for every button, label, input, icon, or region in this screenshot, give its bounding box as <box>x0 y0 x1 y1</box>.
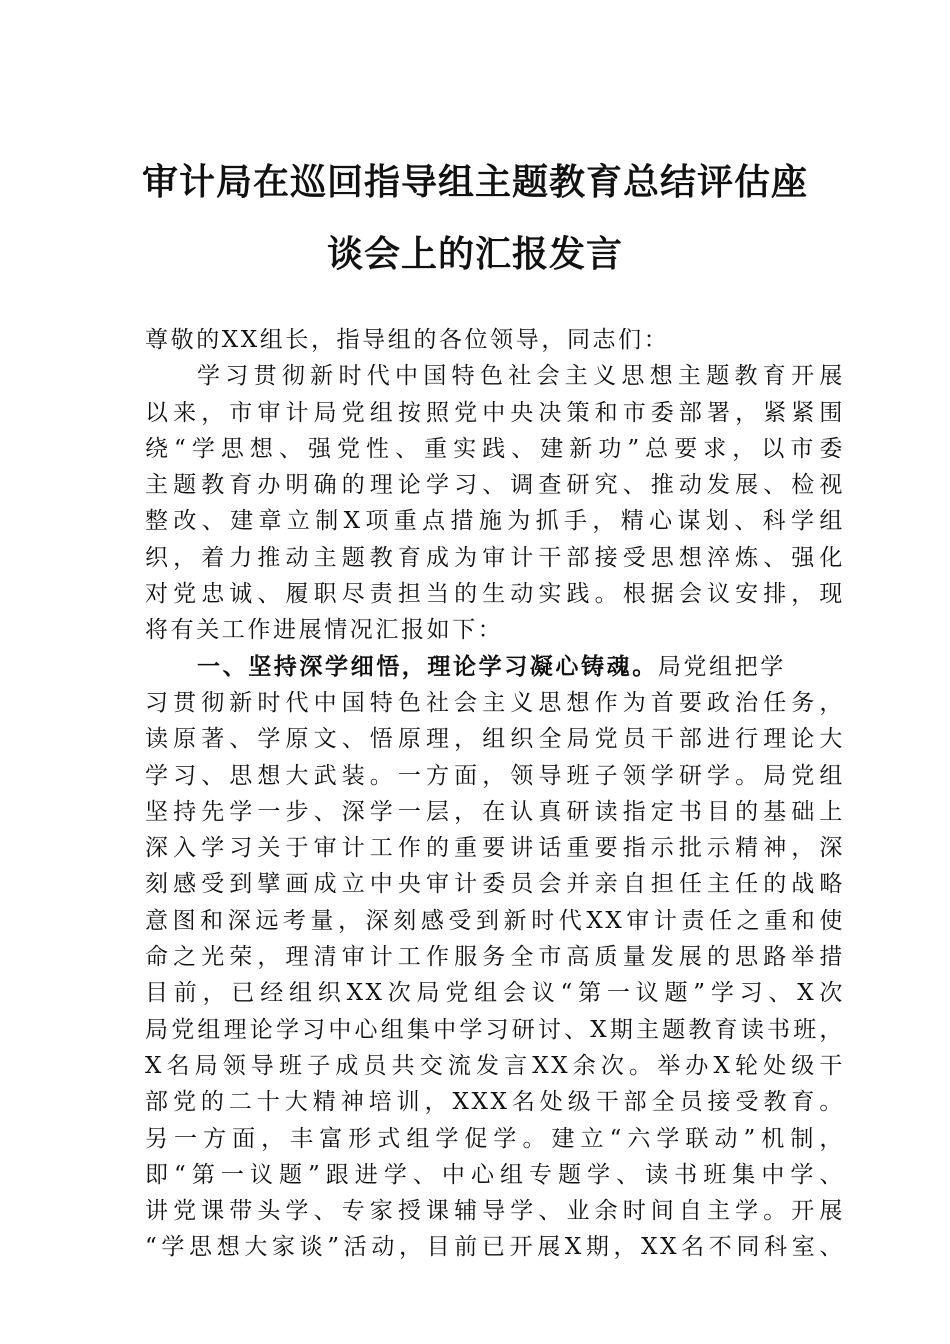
section-1-line: “学思想大家谈”活动，目前已开展X期，XX名不同科室、 <box>145 1234 845 1261</box>
paragraph-1-line: 主题教育办明确的理论学习、调查研究、推动发展、检视 <box>145 472 845 499</box>
section-1-line: 刻感受到擘画成立中央审计委员会并亲自担任主任的战略 <box>145 871 845 898</box>
section-1-line: 习贯彻新时代中国特色社会主义思想作为首要政治任务， <box>145 689 845 716</box>
section-1-line: 意图和深远考量，深刻感受到新时代XX审计责任之重和使 <box>145 907 845 934</box>
section-1-line: 深入学习关于审计工作的重要讲话重要指示批示精神，深 <box>145 835 845 862</box>
section-1-line: 部党的二十大精神培训，XXX名处级干部全员接受教育。 <box>145 1089 845 1116</box>
paragraph-1-line: 对党忠诚、履职尽责担当的生动实践。根据会议安排，现 <box>145 581 845 608</box>
document-body <box>145 322 845 1266</box>
section-1-line: 命之光荣，理清审计工作服务全市高质量发展的思路举措 <box>145 944 845 971</box>
section-1-line: 局党组理论学习中心组集中学习研讨、X期主题教育读书班， <box>145 1016 845 1043</box>
section-1-line: 讲党课带头学、专家授课辅导学、业余时间自主学。开展 <box>145 1198 845 1225</box>
paragraph-1-line: 绕“学思想、强党性、重实践、建新功”总要求，以市委 <box>145 435 845 462</box>
section-1-line: 即“第一议题”跟进学、中心组专题学、读书班集中学、 <box>145 1161 845 1188</box>
paragraph-1-line: 整改、建章立制X项重点措施为抓手，精心谋划、科学组 <box>145 508 845 535</box>
paragraph-1-line: 将有关工作进展情况汇报如下： <box>145 617 504 644</box>
paragraph-1-line: 以来，市审计局党组按照党中央决策和市委部署，紧紧围 <box>145 399 845 426</box>
salutation: 尊敬的XX组长，指导组的各位领导，同志们： <box>145 327 670 353</box>
document-title-line-1: 审计局在巡回指导组主题教育总结评估座 <box>141 161 808 203</box>
section-1-heading: 一、坚持深学细悟，理论学习凝心铸魂。 <box>197 652 658 680</box>
section-1-line: 另一方面，丰富形式组学促学。建立“六学联动”机制， <box>145 1125 845 1152</box>
section-1-line: 读原著、学原文、悟原理，组织全局党员干部进行理论大 <box>145 726 845 753</box>
document-title-line-2: 谈会上的汇报发言 <box>326 233 623 275</box>
section-1-line: 坚持先学一步、深学一层，在认真研读指定书目的基础上 <box>145 798 845 825</box>
paragraph-1-line: 学习贯彻新时代中国特色社会主义思想主题教育开展 <box>197 363 845 390</box>
section-1-line: 学习、思想大武装。一方面，领导班子领学研学。局党组 <box>145 762 845 789</box>
paragraph-1-line: 织，着力推动主题教育成为审计干部接受思想淬炼、强化 <box>145 544 845 571</box>
section-1-line: 目前，已经组织XX次局党组会议“第一议题”学习、X次 <box>145 980 845 1007</box>
section-1-line: X名局领导班子成员共交流发言XX余次。举办X轮处级干 <box>145 1052 845 1079</box>
section-1-text: 局党组把学 <box>657 653 786 680</box>
section-1-first-line <box>145 649 845 685</box>
